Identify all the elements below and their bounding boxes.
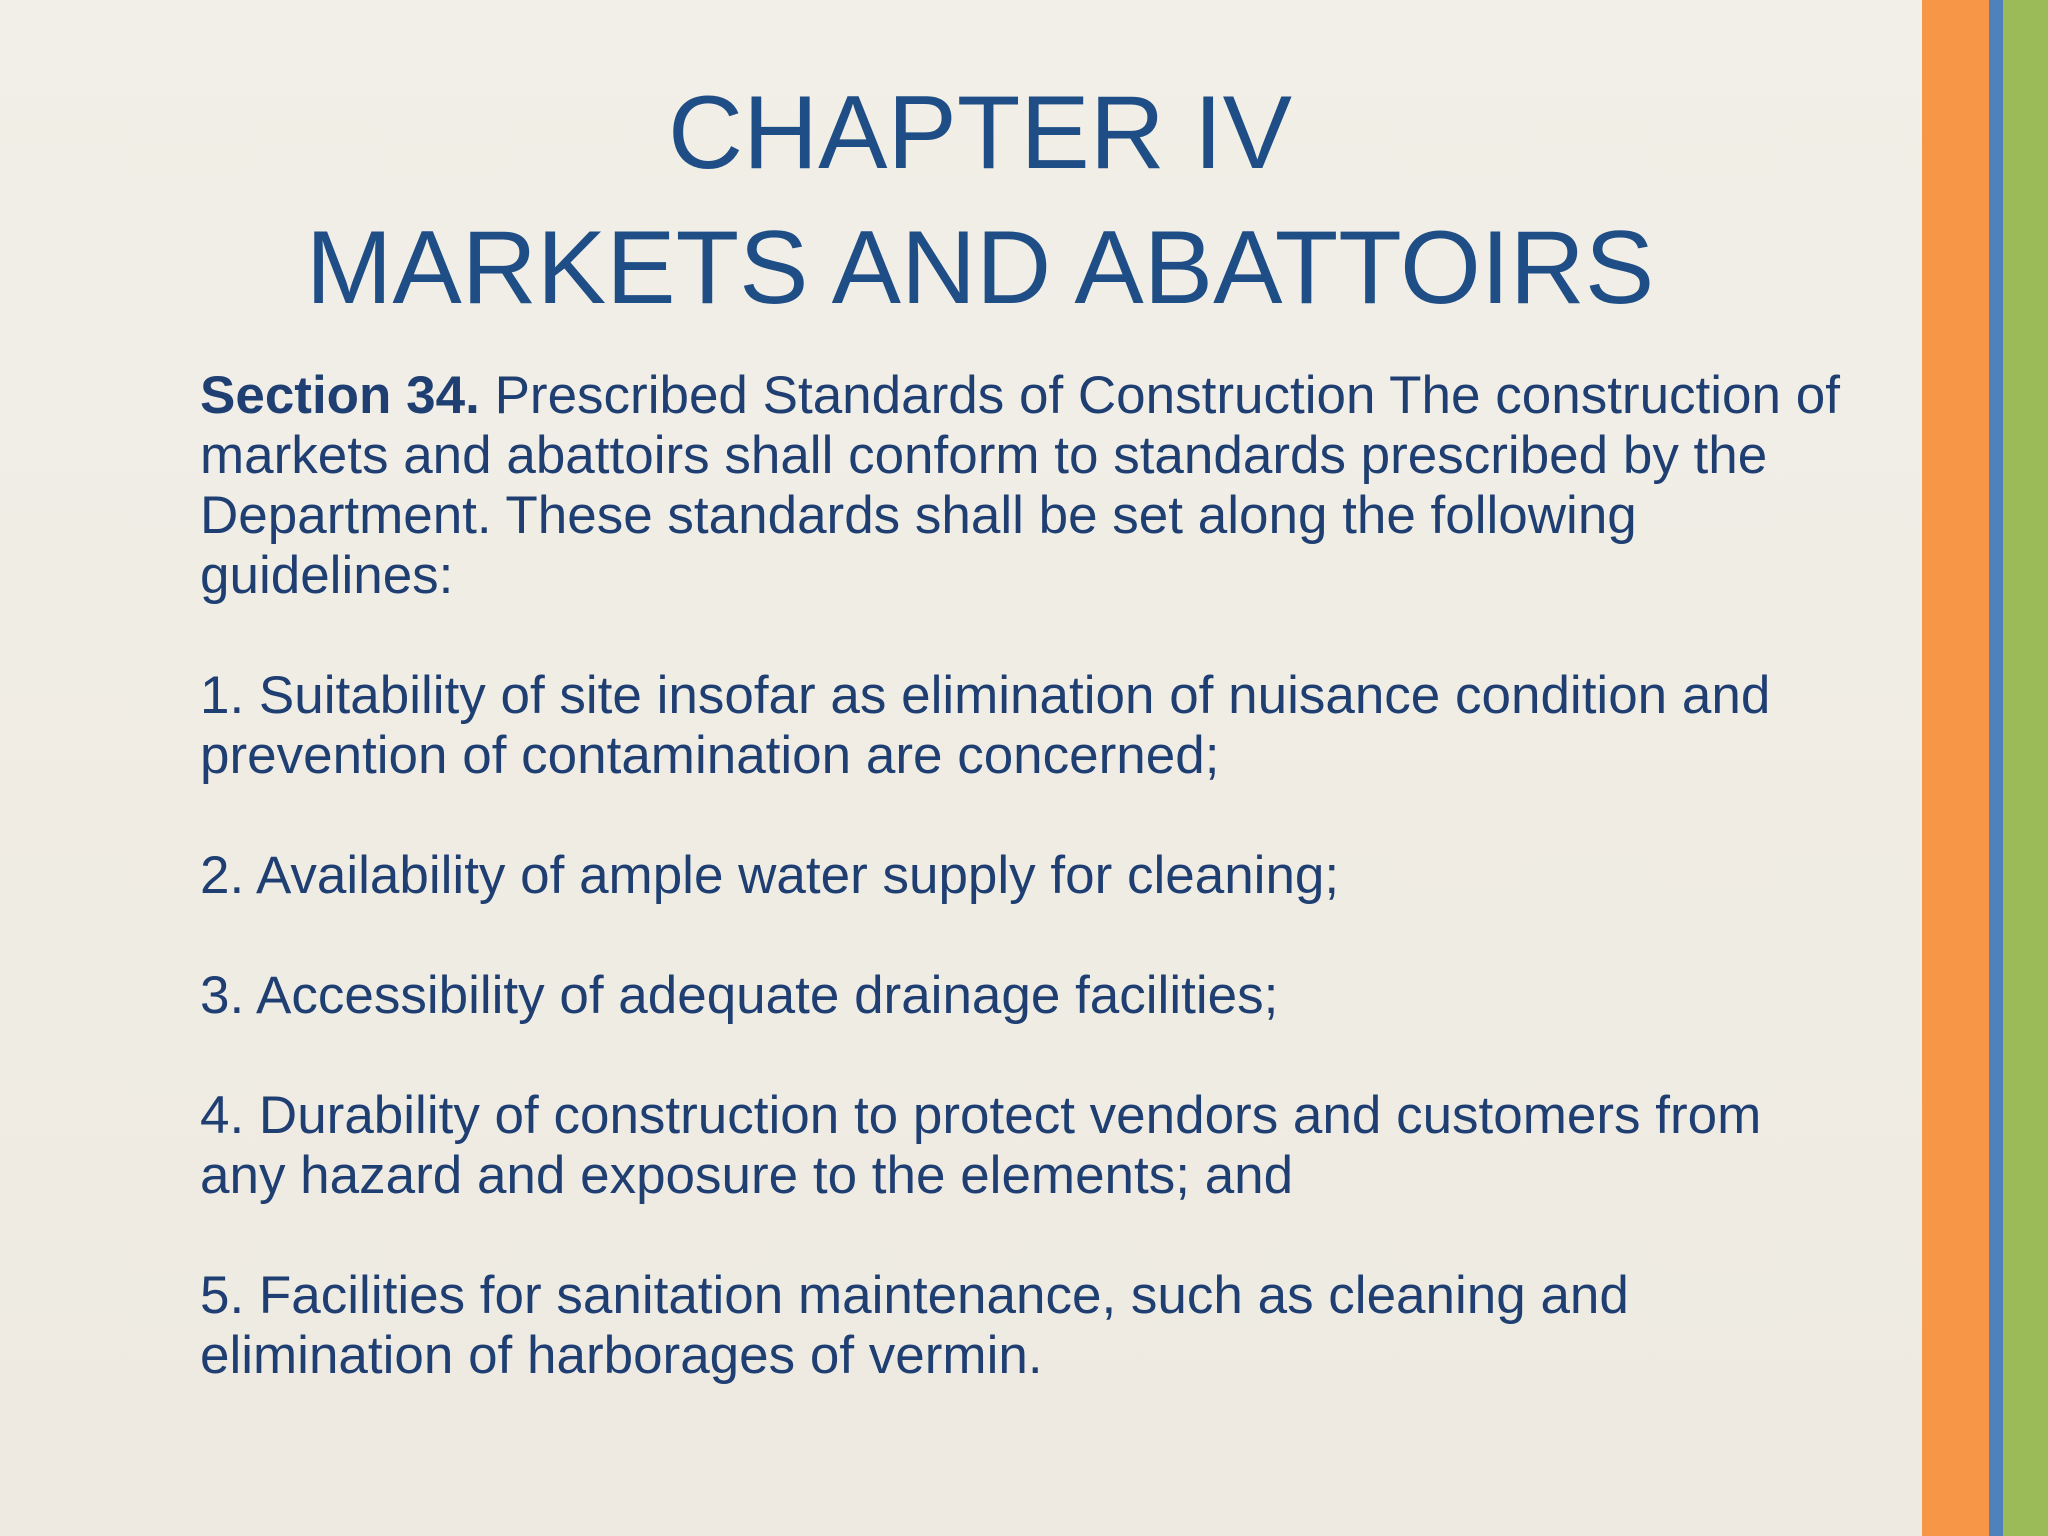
orange-accent-stripe <box>1922 0 1989 1536</box>
chapter-subtitle: MARKETS AND ABATTOIRS <box>305 210 1655 326</box>
section-label: Section 34. <box>200 366 480 425</box>
guideline-item-1: 1. Suitability of site insofar as elimination of nuisance condition and prevention of contamination are concerned; <box>200 666 1771 785</box>
slide-body <box>200 366 1860 1386</box>
slide-title <box>230 66 1730 336</box>
guideline-item-5: 5. Facilities for sanitation maintenance, such as cleaning and elimination of harborages of vermin. <box>200 1266 1629 1385</box>
guideline-item-4: 4. Durability of construction to protect vendors and customers from any hazard and exposure to the elements; and <box>200 1086 1762 1205</box>
section-paragraph <box>200 366 1860 606</box>
chapter-title: CHAPTER IV <box>667 75 1293 191</box>
green-accent-stripe <box>2003 0 2048 1536</box>
guideline-item-2: 2. Availability of ample water supply for cleaning; <box>200 846 1340 905</box>
guideline-item-3: 3. Accessibility of adequate drainage facilities; <box>200 966 1279 1025</box>
section-text: Prescribed Standards of Construction The construction of markets and abattoirs shall conform to standards prescribed by the Department. These standards shall be set along the following guidelines: <box>200 366 1840 605</box>
blue-accent-stripe <box>1989 0 2003 1536</box>
